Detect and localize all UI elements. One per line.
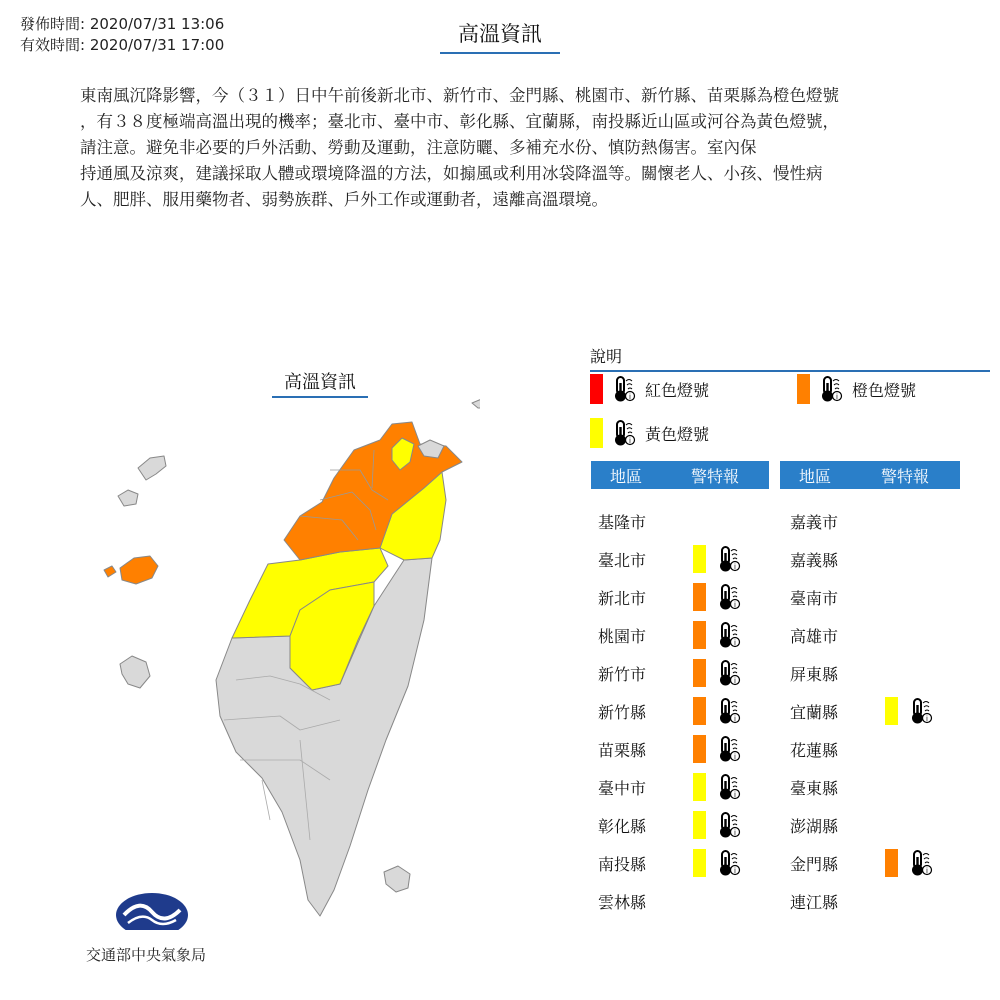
region-name: 彰化縣 (598, 816, 647, 836)
warning-level-bar (693, 621, 706, 649)
legend-item-yellow (590, 418, 709, 448)
thermometer-icon (906, 848, 934, 878)
legend-title: 說明 (590, 344, 990, 372)
warning-level-bar (885, 849, 898, 877)
region-name: 新竹縣 (598, 702, 647, 722)
table-row (598, 844, 742, 882)
header-warning: 警特報 (880, 466, 929, 486)
svg-text:i: i (734, 829, 736, 837)
region-name: 屏東縣 (790, 664, 839, 684)
warning-level-bar (693, 735, 706, 763)
table-row (598, 730, 742, 768)
header-region: 地區 (798, 466, 831, 486)
valid-time: 有效時間: 2020/07/31 17:00 (20, 36, 225, 54)
region-name: 雲林縣 (598, 892, 647, 912)
table-row (598, 882, 693, 920)
svg-text:i: i (926, 715, 928, 723)
region-name: 臺東縣 (790, 778, 839, 798)
svg-text:i: i (734, 753, 736, 761)
agency-name: 交通部中央氣象局 (86, 946, 207, 964)
orange-swatch (797, 374, 810, 404)
small-island (118, 490, 138, 506)
thermometer-icon (816, 374, 844, 404)
thermometer-icon (714, 734, 742, 764)
thermometer-icon (714, 848, 742, 878)
header-region: 地區 (609, 466, 642, 486)
table-row (790, 730, 885, 768)
warning-level-bar (693, 849, 706, 877)
region-name: 臺南市 (790, 588, 839, 608)
table-row (790, 768, 885, 806)
svg-text:i: i (926, 867, 928, 875)
penghu-island (120, 656, 150, 688)
table-row (598, 502, 693, 540)
table-row (790, 844, 934, 882)
svg-text:i: i (734, 715, 736, 723)
thermometer-icon (906, 696, 934, 726)
svg-text:i: i (734, 791, 736, 799)
matsu-island (472, 398, 480, 408)
table-row (790, 692, 934, 730)
region-name: 高雄市 (790, 626, 839, 646)
warning-level-bar (693, 773, 706, 801)
table-row (790, 882, 885, 920)
region-name: 南投縣 (598, 854, 647, 874)
region-name: 澎湖縣 (790, 816, 839, 836)
svg-text:i: i (734, 867, 736, 875)
cwb-logo (116, 893, 188, 930)
thermometer-icon (714, 696, 742, 726)
kinmen-region (120, 556, 158, 584)
svg-text:i: i (734, 601, 736, 609)
region-name: 金門縣 (790, 854, 839, 874)
kinmen-island-north (138, 456, 166, 480)
region-name: 桃園市 (598, 626, 647, 646)
region-name: 連江縣 (790, 892, 839, 912)
issue-time: 發佈時間: 2020/07/31 13:06 (20, 15, 225, 33)
warning-level-bar (693, 811, 706, 839)
thermometer-icon (714, 544, 742, 574)
issue-info (20, 14, 224, 56)
svg-text:i: i (734, 639, 736, 647)
table-row (598, 654, 742, 692)
table-row (598, 540, 742, 578)
thermometer-icon (714, 620, 742, 650)
lanyu-island (384, 866, 410, 892)
page-title: 高溫資訊 (440, 18, 560, 54)
table-row (790, 806, 885, 844)
legend-item-orange (797, 374, 916, 404)
region-name: 新北市 (598, 588, 647, 608)
thermometer-icon (714, 772, 742, 802)
table-row (598, 616, 742, 654)
region-name: 臺北市 (598, 550, 647, 570)
region-name: 基隆市 (598, 512, 647, 532)
table-row (790, 654, 885, 692)
region-name: 嘉義市 (790, 512, 839, 532)
region-name: 新竹市 (598, 664, 647, 684)
warning-level-bar (693, 583, 706, 611)
svg-text:i: i (629, 437, 631, 445)
description-text: 東南風沉降影響，今（３１）日中午前後新北市、新竹市、金門縣、桃園市、新竹縣、苗栗縣為橙色燈號 ，有３８度極端高溫出現的機率；臺北市、臺中市、彰化縣、宜蘭縣，南投縣近山區或河谷為黃色燈號， 請注意。避免非必要的戶外活動、勞動及運動，注意防曬、多補充水份、慎防熱傷害。室內保 持通風及涼爽，建議採取人體或環境降溫的方法，如搧風或利用冰袋降溫等。關懷老人、小孩、慢性病 人、肥胖、服用藥物者、弱勢族群、戶外工作或運動者，遠離高溫環境。 (80, 86, 839, 209)
table-row (790, 502, 885, 540)
svg-text:i: i (734, 677, 736, 685)
header-warning: 警特報 (690, 466, 739, 486)
warning-level-bar (885, 697, 898, 725)
warning-level-bar (693, 659, 706, 687)
taiwan-map (90, 390, 480, 930)
table-row (598, 692, 742, 730)
thermometer-icon (609, 374, 637, 404)
table-row (790, 578, 885, 616)
thermometer-icon (714, 658, 742, 688)
map-title: 高溫資訊 (272, 368, 368, 398)
legend-label: 紅色燈號 (645, 380, 710, 400)
region-name: 臺中市 (598, 778, 647, 798)
legend-label: 黃色燈號 (645, 424, 710, 444)
region-name: 苗栗縣 (598, 740, 647, 760)
thermometer-icon (714, 582, 742, 612)
legend-label: 橙色燈號 (852, 380, 917, 400)
table-row (598, 768, 742, 806)
svg-text:i: i (734, 563, 736, 571)
table-row (598, 806, 742, 844)
warning-level-bar (693, 545, 706, 573)
svg-text:i: i (836, 393, 838, 401)
table-row (598, 578, 742, 616)
table-row (790, 540, 885, 578)
legend-item-red (590, 374, 709, 404)
svg-text:i: i (629, 393, 631, 401)
warning-level-bar (693, 697, 706, 725)
table-row (790, 616, 885, 654)
table-header-right (780, 461, 960, 489)
region-name: 嘉義縣 (790, 550, 839, 570)
yellow-swatch (590, 418, 603, 448)
thermometer-icon (714, 810, 742, 840)
region-name: 花蓮縣 (790, 740, 839, 760)
thermometer-icon (609, 418, 637, 448)
table-header-left (591, 461, 769, 489)
kinmen-small (104, 566, 116, 577)
region-name: 宜蘭縣 (790, 702, 839, 722)
red-swatch (590, 374, 603, 404)
